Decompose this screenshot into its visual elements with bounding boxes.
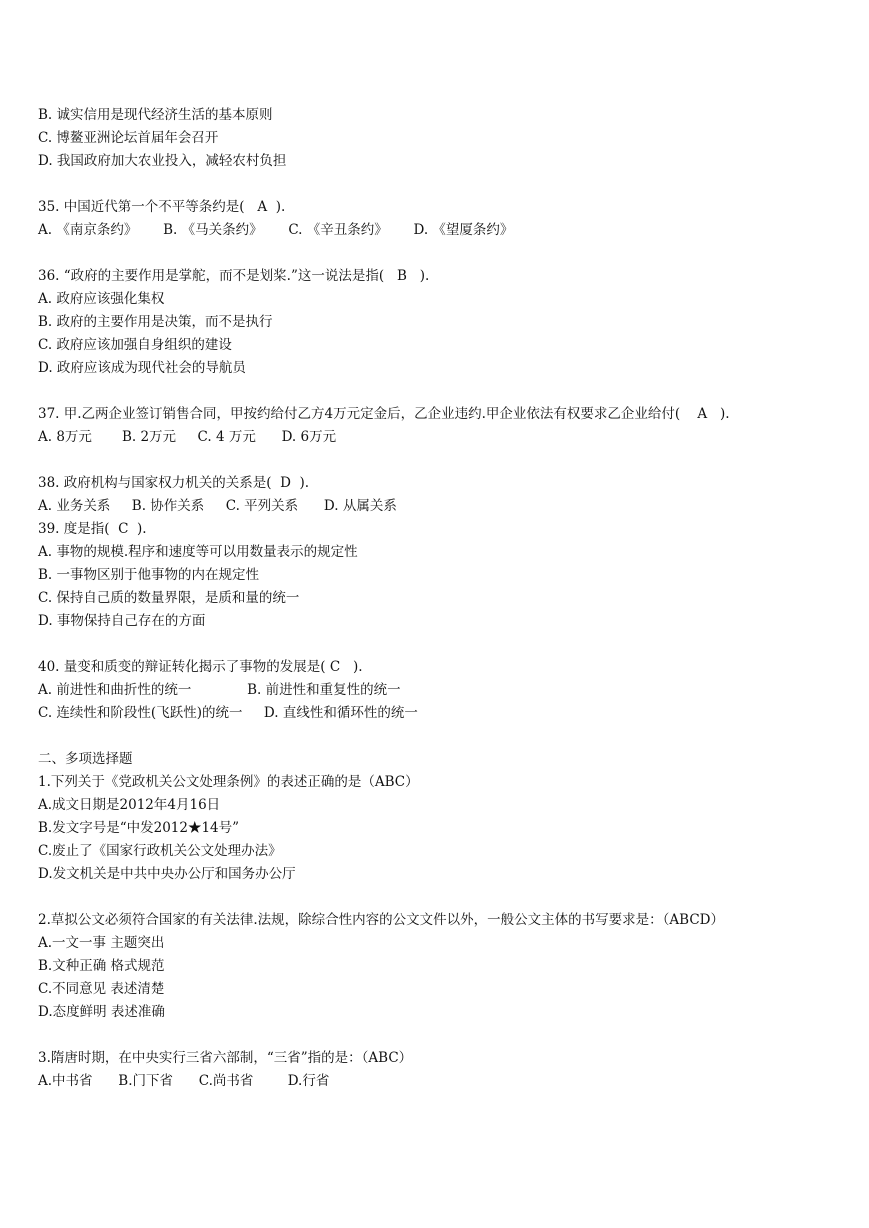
question-40-stem: 40. 量变和质变的辩证转化揭示了事物的发展是( C ).	[38, 659, 363, 675]
question-35-options: A. 《南京条约》 B. 《马关条约》 C. 《辛丑条约》 D. 《望厦条约》	[38, 222, 514, 238]
section-heading: 二、多项选择题	[38, 751, 133, 767]
question-39-stem: 39. 度是指( C ).	[38, 521, 147, 537]
question-38-options: A. 业务关系 B. 协作关系 C. 平列关系 D. 从属关系	[38, 498, 397, 514]
option-line: C. 博鳌亚洲论坛首届年会召开	[38, 130, 219, 146]
multi-question-3-stem: 3.隋唐时期，在中央实行三省六部制，“三省”指的是：（ABC）	[38, 1050, 413, 1066]
multi-question-2-option-b: B.文种正确 格式规范	[38, 958, 165, 974]
option-line: B. 诚实信用是现代经济生活的基本原则	[38, 107, 273, 123]
multi-question-1-option-d: D.发文机关是中共中央办公厅和国务办公厅	[38, 866, 296, 882]
question-37-stem: 37. 甲.乙两企业签订销售合同，甲按约给付乙方4万元定金后，乙企业违约.甲企业依法有权要求乙企业给付( A ).	[38, 406, 730, 422]
question-39-option-b: B. 一事物区别于他事物的内在规定性	[38, 567, 260, 583]
multi-question-1-option-c: C.废止了《国家行政机关公文处理办法》	[38, 843, 282, 859]
multi-question-1-stem: 1.下列关于《党政机关公文处理条例》的表述正确的是（ABC）	[38, 774, 419, 790]
multi-question-2-option-c: C.不同意见 表述清楚	[38, 981, 165, 997]
multi-question-1-option-a: A.成文日期是2012年4月16日	[38, 797, 221, 813]
document-body	[38, 104, 838, 1093]
question-36-option-a: A. 政府应该强化集权	[38, 291, 165, 307]
option-line: D. 我国政府加大农业投入，减轻农村负担	[38, 153, 287, 169]
question-37-options: A. 8万元 B. 2万元 C. 4 万元 D. 6万元	[38, 429, 337, 445]
multi-question-2-option-a: A.一文一事 主题突出	[38, 935, 165, 951]
multi-question-2-option-d: D.态度鲜明 表述准确	[38, 1004, 165, 1020]
question-38-stem: 38. 政府机构与国家权力机关的关系是( D ).	[38, 475, 310, 491]
question-36-option-d: D. 政府应该成为现代社会的导航员	[38, 360, 246, 376]
question-36-option-b: B. 政府的主要作用是决策，而不是执行	[38, 314, 273, 330]
question-39-option-a: A. 事物的规模.程序和速度等可以用数量表示的规定性	[38, 544, 358, 560]
multi-question-2-stem: 2.草拟公文必须符合国家的有关法律.法规，除综合性内容的公文文件以外，一般公文主体的书写要求是：（ABCD）	[38, 912, 724, 928]
question-36-option-c: C. 政府应该加强自身组织的建设	[38, 337, 232, 353]
question-36-stem: 36. “政府的主要作用是掌舵，而不是划桨.”这一说法是指( B ).	[38, 268, 430, 284]
multi-question-1-option-b: B.发文字号是“中发2012★14号”	[38, 820, 240, 836]
question-40-options-row-2: C. 连续性和阶段性(飞跃性)的统一 D. 直线性和循环性的统一	[38, 705, 418, 721]
question-40-options-row-1: A. 前进性和曲折性的统一 B. 前进性和重复性的统一	[38, 682, 401, 698]
question-35-stem: 35. 中国近代第一个不平等条约是( A ).	[38, 199, 286, 215]
question-39-option-d: D. 事物保持自己存在的方面	[38, 613, 206, 629]
question-39-option-c: C. 保持自己质的数量界限，是质和量的统一	[38, 590, 300, 606]
multi-question-3-options: A.中书省 B.门下省 C.尚书省 D.行省	[38, 1073, 330, 1089]
